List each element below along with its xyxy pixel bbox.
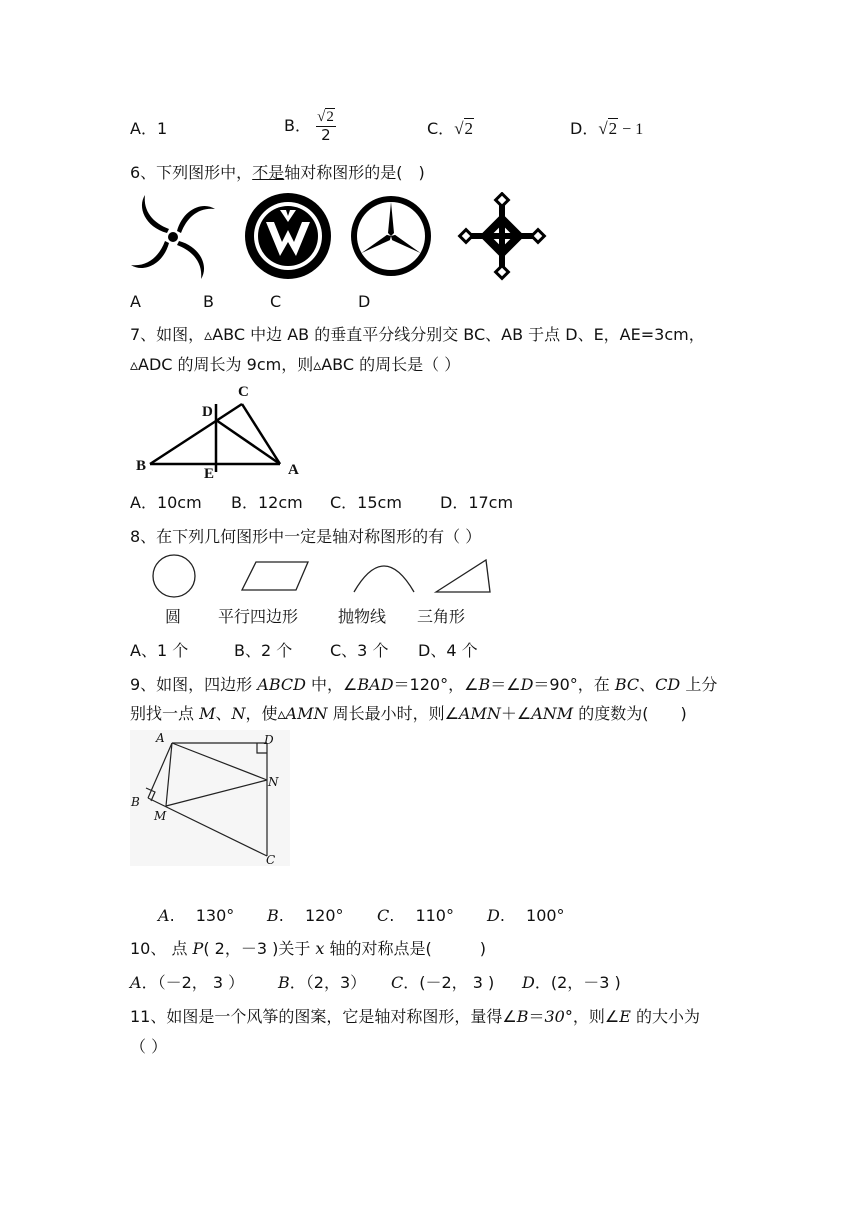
q6-label-d: D: [358, 292, 371, 311]
q5-option-b: B． $\frac{√2}{2}$: [284, 109, 334, 144]
q8-option-b: B、2 个: [234, 641, 293, 660]
q9-option-d: D. 100°: [487, 906, 565, 925]
diamond-cross-icon: [458, 192, 547, 280]
q8-option-c: C、3 个: [330, 641, 389, 660]
q7-option-d: D．17cm: [440, 493, 514, 512]
q6-stem: 6、下列图形中，不是轴对称图形的是( ): [130, 163, 425, 182]
parabola-shape: [354, 566, 414, 592]
q5-option-c: C．√2: [427, 119, 474, 138]
q9-label-b: B: [131, 795, 140, 809]
q10-option-d: D．(2，－3 ): [522, 973, 621, 992]
q8-option-a: A、1 个: [130, 641, 189, 660]
q9-label-c: C: [266, 853, 276, 867]
q7-option-a: A．10cm: [130, 493, 202, 512]
q7-option-b: B．12cm: [231, 493, 303, 512]
q7-option-c: C．15cm: [330, 493, 402, 512]
mercedes-star-icon: [351, 196, 431, 276]
q11-stem-line1: 11、如图是一个风筝的图案，它是轴对称图形，量得∠B＝30°，则∠E 的大小为: [130, 1007, 700, 1026]
q8-shape-name-triangle: 三角形: [417, 607, 466, 626]
parallelogram-shape: [242, 562, 308, 590]
q7-stem-line1: 7、如图，▵ABC 中边 AB 的垂直平分线分别交 BC、AB 于点 D、E，AE=3cm，: [130, 325, 705, 344]
q7-label-b: B: [136, 458, 147, 474]
circle-shape: [153, 555, 195, 597]
sqrt2-over-2-fraction: $\frac{√2}{2}$: [317, 109, 334, 144]
q9-quadrilateral-figure: [130, 730, 290, 866]
q9-option-b: B. 120°: [267, 906, 344, 925]
q6-label-b: B: [203, 292, 214, 311]
q11-stem-line2: （ ）: [130, 1037, 168, 1056]
q8-stem: 8、在下列几何图形中一定是轴对称图形的有（ ）: [130, 527, 482, 546]
q7-label-a: A: [288, 462, 299, 478]
q6-label-a: A: [130, 292, 141, 311]
q9-stem-line1: 9、如图，四边形 ABCD 中，∠BAD＝120°，∠B＝∠D＝90°，在 BC、CD 上分: [130, 675, 718, 694]
q9-label-m: M: [154, 809, 167, 823]
volkswagen-logo-icon: [245, 193, 331, 279]
q8-shape-name-parabola: 抛物线: [338, 607, 387, 626]
q10-option-b: B．（2，3）: [278, 973, 367, 992]
q7-label-c: C: [238, 384, 249, 400]
q9-label-n: N: [268, 775, 279, 789]
q10-stem: 10、 点 P( 2，－3 )关于 x 轴的对称点是( ): [130, 939, 487, 958]
q10-option-a: A．（－2， 3 ）: [130, 973, 245, 992]
q9-stem-line2: 别找一点 M、N，使▵AMN 周长最小时，则∠AMN＋∠ANM 的度数为( ): [130, 704, 687, 723]
q8-shapes-figure: [148, 554, 498, 600]
q7-label-d: D: [202, 404, 213, 420]
q8-shape-name-circle: 圆: [165, 607, 182, 626]
pinwheel-icon: [131, 195, 215, 279]
q7-stem-line2: ▵ADC 的周长为 9cm，则▵ABC 的周长是（ ）: [130, 355, 461, 374]
q9-label-a: A: [156, 731, 165, 745]
q8-shape-name-parallelogram: 平行四边形: [218, 607, 299, 626]
q9-option-a: A. 130°: [158, 906, 235, 925]
q5-option-d: D．√2 − 1: [570, 119, 644, 138]
q9-label-d: D: [264, 733, 274, 747]
q10-option-c: C．(－2， 3 ): [391, 973, 495, 992]
triangle-shape: [436, 560, 490, 592]
q7-label-e: E: [204, 466, 215, 482]
q5-option-a: A．1: [130, 119, 168, 138]
q8-option-d: D、4 个: [418, 641, 478, 660]
q6-label-c: C: [270, 292, 282, 311]
q6-figures: [128, 192, 548, 284]
q9-option-c: C. 110°: [377, 906, 454, 925]
q7-triangle-figure: [132, 380, 312, 484]
